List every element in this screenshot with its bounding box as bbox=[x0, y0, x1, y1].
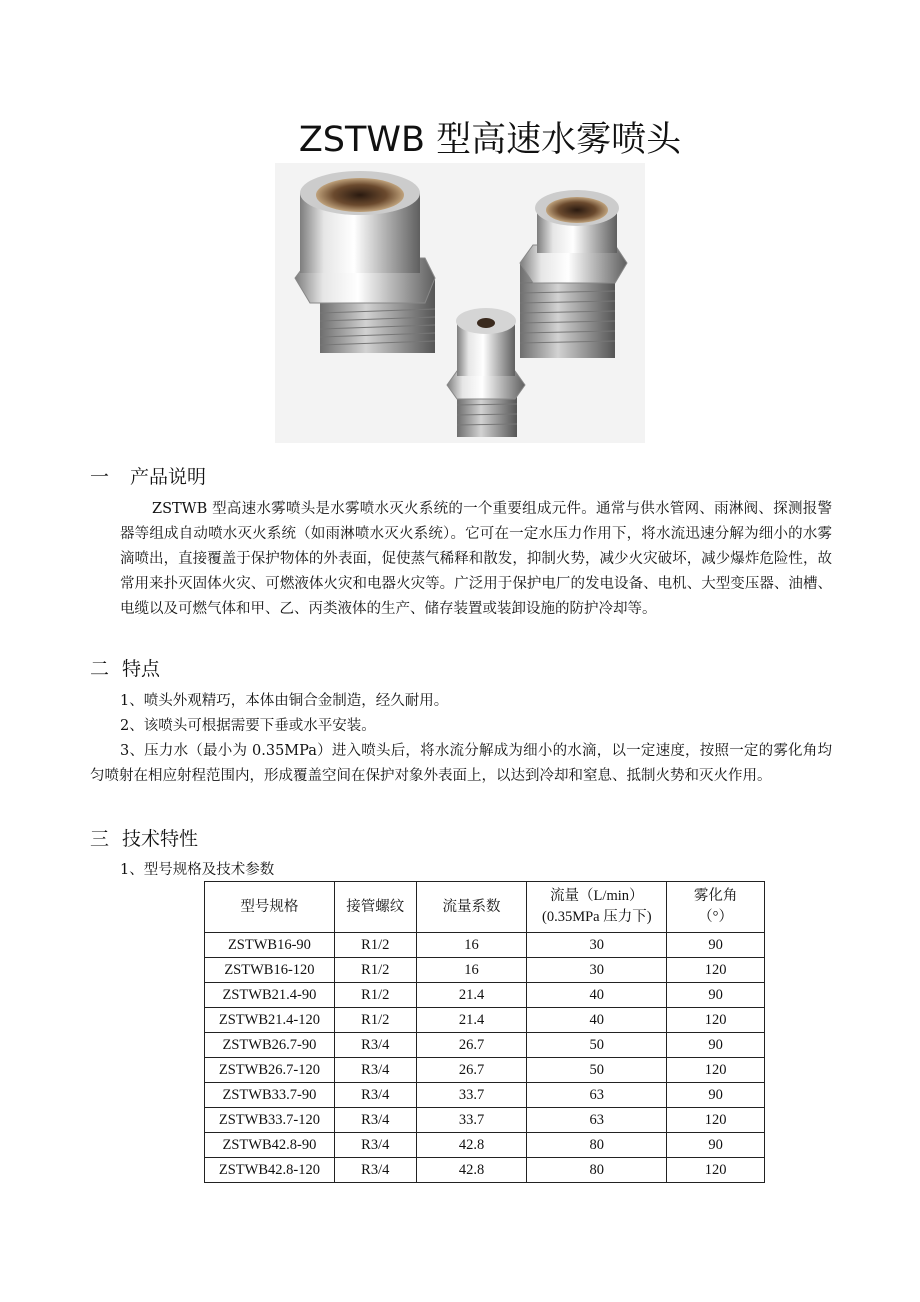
cell-thread: R3/4 bbox=[334, 1158, 416, 1183]
cell-model: ZSTWB33.7-120 bbox=[205, 1108, 335, 1133]
header-spray-angle-line2: （°） bbox=[698, 909, 733, 925]
table-row bbox=[205, 1058, 765, 1083]
cell-spray-angle: 120 bbox=[667, 1058, 765, 1083]
cell-flow-coefficient: 26.7 bbox=[416, 1058, 527, 1083]
cell-flow-rate: 50 bbox=[527, 1058, 667, 1083]
cell-flow-coefficient: 42.8 bbox=[416, 1133, 527, 1158]
cell-spray-angle: 90 bbox=[667, 933, 765, 958]
cell-model: ZSTWB26.7-120 bbox=[205, 1058, 335, 1083]
table-row bbox=[205, 1033, 765, 1058]
cell-model: ZSTWB42.8-120 bbox=[205, 1158, 335, 1183]
cell-flow-coefficient: 33.7 bbox=[416, 1083, 527, 1108]
cell-flow-coefficient: 33.7 bbox=[416, 1108, 527, 1133]
cell-thread: R1/2 bbox=[334, 983, 416, 1008]
table-row bbox=[205, 1108, 765, 1133]
cell-spray-angle: 90 bbox=[667, 1083, 765, 1108]
cell-thread: R3/4 bbox=[334, 1133, 416, 1158]
header-flow-rate-line1: 流量（L/min） bbox=[550, 888, 644, 904]
section-number: 二 bbox=[90, 658, 110, 680]
table-row bbox=[205, 1083, 765, 1108]
header-flow-rate-line2: (0.35MPa 压力下) bbox=[542, 909, 652, 925]
cell-flow-coefficient: 21.4 bbox=[416, 983, 527, 1008]
cell-flow-coefficient: 26.7 bbox=[416, 1033, 527, 1058]
cell-spray-angle: 120 bbox=[667, 1008, 765, 1033]
cell-flow-rate: 40 bbox=[527, 983, 667, 1008]
section-heading-technical-specs bbox=[90, 824, 198, 851]
cell-flow-rate: 63 bbox=[527, 1108, 667, 1133]
section-number: 一 bbox=[90, 466, 110, 488]
feature-item: 1、喷头外观精巧，本体由铜合金制造，经久耐用。 bbox=[120, 693, 449, 709]
cell-thread: R1/2 bbox=[334, 958, 416, 983]
section-heading-features bbox=[90, 654, 160, 681]
header-flow-rate bbox=[527, 882, 667, 933]
cell-thread: R3/4 bbox=[334, 1058, 416, 1083]
cell-model: ZSTWB26.7-90 bbox=[205, 1033, 335, 1058]
spec-table-body bbox=[205, 933, 765, 1183]
cell-model: ZSTWB42.8-90 bbox=[205, 1133, 335, 1158]
table-row bbox=[205, 1008, 765, 1033]
cell-model: ZSTWB16-90 bbox=[205, 933, 335, 958]
table-row bbox=[205, 933, 765, 958]
header-model: 型号规格 bbox=[205, 882, 335, 933]
header-spray-angle-line1: 雾化角 bbox=[693, 888, 738, 904]
cell-flow-coefficient: 16 bbox=[416, 933, 527, 958]
cell-spray-angle: 90 bbox=[667, 1033, 765, 1058]
section-title: 产品说明 bbox=[130, 466, 207, 488]
table-row bbox=[205, 958, 765, 983]
cell-flow-rate: 30 bbox=[527, 933, 667, 958]
cell-flow-rate: 63 bbox=[527, 1083, 667, 1108]
cell-flow-rate: 50 bbox=[527, 1033, 667, 1058]
cell-model: ZSTWB21.4-90 bbox=[205, 983, 335, 1008]
feature-item: 3、压力水（最小为 0.35MPa）进入喷头后，将水流分解成为细小的水滴，以一定速度，按照一定的雾化角均匀喷射在相应射程范围内，形成覆盖空间在保护对象外表面上，以达到冷却和窒息、抵制火势和灭火作用。 bbox=[90, 743, 832, 784]
header-thread: 接管螺纹 bbox=[334, 882, 416, 933]
cell-model: ZSTWB33.7-90 bbox=[205, 1083, 335, 1108]
cell-thread: R1/2 bbox=[334, 1008, 416, 1033]
cell-thread: R3/4 bbox=[334, 1083, 416, 1108]
table-row bbox=[205, 1158, 765, 1183]
cell-thread: R3/4 bbox=[334, 1033, 416, 1058]
product-description-paragraph: ZSTWB 型高速水雾喷头是水雾喷水灭火系统的一个重要组成元件。通常与供水管网、雨淋阀、探测报警器等组成自动喷水灭火系统（如雨淋喷水灭火系统）。它可在一定水压力作用下，将水流迅速分解为细小的水雾滴喷出，直接覆盖于保护物体的外表面，促使蒸气稀释和散发，抑制火势，减少火灾破坏，减少爆炸危险性，故常用来扑灭固体火灾、可燃液体火灾和电器火灾等。广泛用于保护电厂的发电设备、电机、大型变压器、油槽、电缆以及可燃气体和甲、乙、丙类液体的生产、储存装置或装卸设施的防护冷却等。 bbox=[120, 501, 832, 617]
cell-flow-coefficient: 16 bbox=[416, 958, 527, 983]
cell-flow-coefficient: 42.8 bbox=[416, 1158, 527, 1183]
cell-flow-coefficient: 21.4 bbox=[416, 1008, 527, 1033]
spec-table bbox=[204, 881, 765, 1183]
section-number: 三 bbox=[90, 828, 110, 850]
cell-spray-angle: 90 bbox=[667, 983, 765, 1008]
cell-model: ZSTWB21.4-120 bbox=[205, 1008, 335, 1033]
section-title: 技术特性 bbox=[122, 828, 199, 850]
product-photo bbox=[275, 163, 645, 443]
header-flow-coefficient: 流量系数 bbox=[416, 882, 527, 933]
cell-flow-rate: 30 bbox=[527, 958, 667, 983]
cell-thread: R1/2 bbox=[334, 933, 416, 958]
nozzle-product-icon bbox=[275, 163, 645, 443]
cell-flow-rate: 80 bbox=[527, 1158, 667, 1183]
cell-spray-angle: 120 bbox=[667, 1108, 765, 1133]
cell-spray-angle: 90 bbox=[667, 1133, 765, 1158]
cell-flow-rate: 40 bbox=[527, 1008, 667, 1033]
section-heading-product-description bbox=[90, 462, 206, 489]
cell-thread: R3/4 bbox=[334, 1108, 416, 1133]
table-row bbox=[205, 983, 765, 1008]
section-title: 特点 bbox=[122, 658, 161, 680]
cell-spray-angle: 120 bbox=[667, 1158, 765, 1183]
table-header-row bbox=[205, 882, 765, 933]
table-row bbox=[205, 1133, 765, 1158]
feature-item: 2、该喷头可根据需要下垂或水平安装。 bbox=[120, 718, 376, 734]
page-title: ZSTWB 型高速水雾喷头 bbox=[298, 120, 682, 160]
cell-model: ZSTWB16-120 bbox=[205, 958, 335, 983]
table-caption: 1、型号规格及技术参数 bbox=[120, 862, 275, 878]
header-spray-angle bbox=[667, 882, 765, 933]
cell-flow-rate: 80 bbox=[527, 1133, 667, 1158]
cell-spray-angle: 120 bbox=[667, 958, 765, 983]
